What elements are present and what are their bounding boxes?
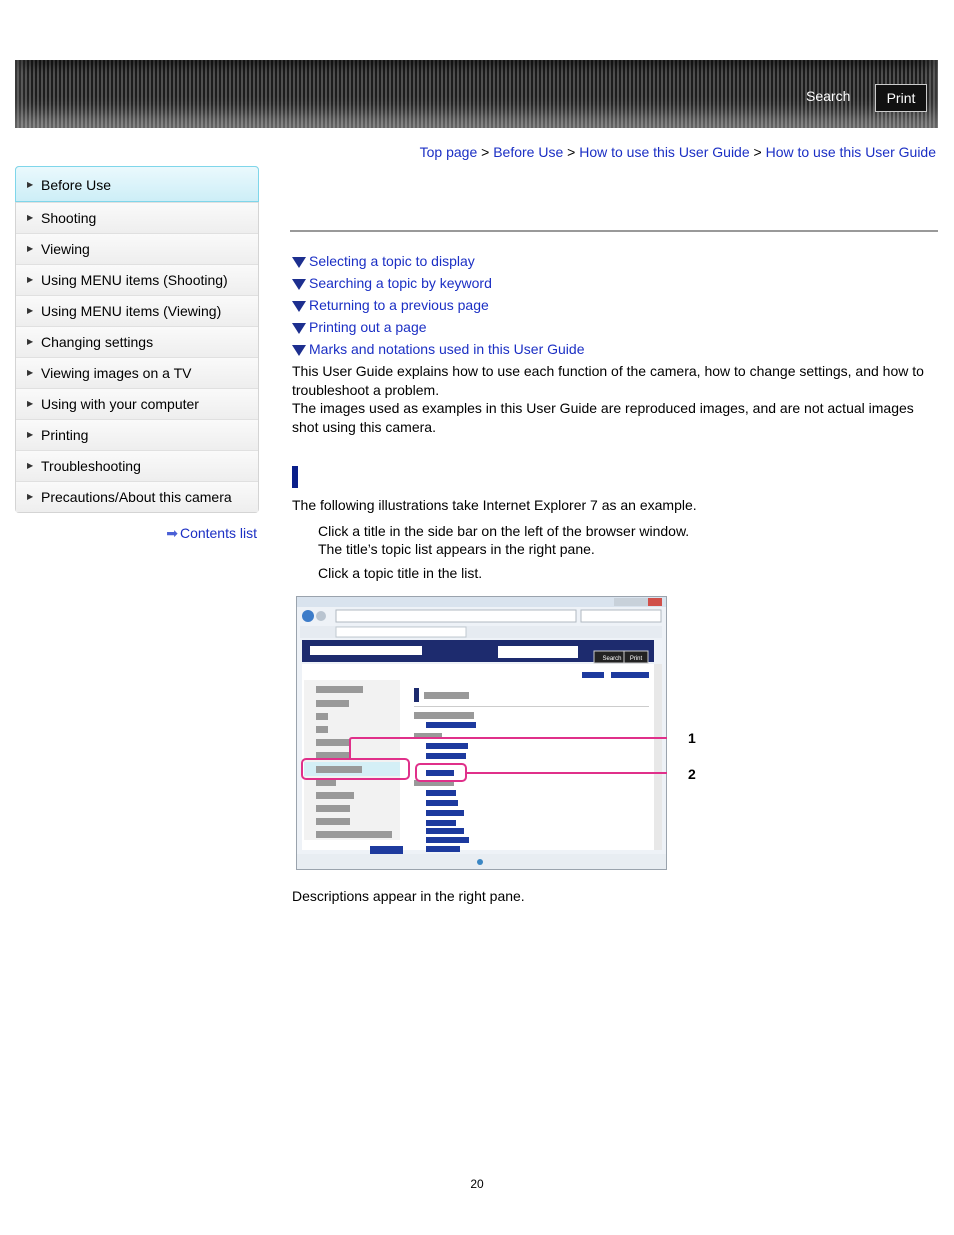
sidebar-item-changing-settings[interactable] bbox=[16, 326, 258, 357]
arrow-right-icon: ➡ bbox=[166, 525, 178, 541]
sidebar-item-menu-shooting[interactable] bbox=[16, 264, 258, 295]
breadcrumb-separator: > bbox=[481, 144, 490, 160]
triangle-down-icon bbox=[292, 257, 306, 268]
callout-1: 1 bbox=[688, 730, 696, 746]
list-item bbox=[292, 340, 584, 362]
sidebar-item-label: Using with your computer bbox=[41, 396, 199, 412]
figure-print-button: Print bbox=[629, 656, 643, 662]
caret-right-icon: ▶ bbox=[27, 306, 34, 315]
toc-link-searching[interactable]: Searching a topic by keyword bbox=[309, 275, 492, 291]
page-number: 20 bbox=[470, 1177, 484, 1191]
caret-right-icon: ▶ bbox=[27, 275, 34, 284]
step-2: Click a topic title in the list. bbox=[318, 565, 483, 581]
breadcrumb-separator: > bbox=[567, 144, 576, 160]
sidebar-item-label: Using MENU items (Shooting) bbox=[41, 272, 228, 288]
section-heading-bar bbox=[292, 466, 298, 488]
caret-right-icon: ▶ bbox=[27, 337, 34, 346]
sidebar-item-label: Viewing bbox=[41, 241, 90, 257]
caret-right-icon: ▶ bbox=[27, 430, 34, 439]
toc-link-returning[interactable]: Returning to a previous page bbox=[309, 297, 489, 313]
breadcrumb-before-use[interactable]: Before Use bbox=[493, 144, 564, 160]
triangle-down-icon bbox=[292, 279, 306, 290]
sidebar-item-printing[interactable] bbox=[16, 419, 258, 450]
list-item bbox=[292, 318, 584, 340]
toc-link-printing[interactable]: Printing out a page bbox=[309, 319, 427, 335]
sidebar-item-precautions[interactable] bbox=[16, 481, 258, 512]
caret-right-icon: ▶ bbox=[27, 461, 34, 470]
toc-link-selecting[interactable]: Selecting a topic to display bbox=[309, 253, 475, 269]
sidebar-item-label: Precautions/About this camera bbox=[41, 489, 232, 505]
triangle-down-icon bbox=[292, 301, 306, 312]
breadcrumb-separator: > bbox=[753, 144, 762, 160]
toc-link-marks[interactable]: Marks and notations used in this User Guide bbox=[309, 341, 585, 357]
list-item bbox=[292, 252, 584, 274]
triangle-down-icon bbox=[292, 323, 306, 334]
sidebar-item-viewing[interactable] bbox=[16, 233, 258, 264]
list-item bbox=[292, 296, 584, 318]
breadcrumb-top-page[interactable]: Top page bbox=[419, 144, 478, 160]
caret-right-icon: ▶ bbox=[27, 399, 34, 408]
step-1-result: The title’s topic list appears in the right pane. bbox=[318, 541, 595, 557]
section-lead: The following illustrations take Internet Explorer 7 as an example. bbox=[292, 497, 697, 513]
sidebar-item-troubleshooting[interactable] bbox=[16, 450, 258, 481]
sidebar-item-label: Printing bbox=[41, 427, 89, 443]
sidebar-item-label: Before Use bbox=[41, 177, 112, 193]
step-1 bbox=[318, 522, 689, 558]
breadcrumb-how-to-use[interactable]: How to use this User Guide bbox=[579, 144, 750, 160]
section-after-text: Descriptions appear in the right pane. bbox=[292, 888, 525, 904]
contents-list-link[interactable] bbox=[166, 525, 257, 542]
caret-right-icon: ▶ bbox=[27, 368, 34, 377]
caret-right-icon: ▶ bbox=[27, 180, 34, 189]
search-link[interactable]: Search bbox=[806, 88, 851, 104]
sidebar-item-viewing-tv[interactable] bbox=[16, 357, 258, 388]
list-item bbox=[292, 274, 584, 296]
caret-right-icon: ▶ bbox=[27, 244, 34, 253]
print-button[interactable]: Print bbox=[875, 84, 927, 112]
step-1-text: Click a title in the side bar on the left of the browser window. bbox=[318, 523, 690, 539]
sidebar-item-shooting[interactable] bbox=[16, 202, 258, 233]
intro-paragraph-2: The images used as examples in this User Guide are reproduced images, and are not actual images shot using this camera. bbox=[292, 400, 914, 435]
browser-illustration bbox=[296, 596, 667, 870]
intro-text bbox=[292, 362, 937, 436]
sidebar-item-label: Changing settings bbox=[41, 334, 154, 350]
intro-paragraph-1: This User Guide explains how to use each function of the camera, how to change settings, and how to troubleshoot a problem. bbox=[292, 363, 924, 398]
topic-jump-list bbox=[292, 252, 584, 362]
sidebar-item-label: Viewing images on a TV bbox=[41, 365, 192, 381]
sidebar-item-label: Troubleshooting bbox=[41, 458, 141, 474]
sidebar-item-label: Shooting bbox=[41, 210, 97, 226]
title-divider bbox=[290, 230, 938, 232]
callout-2: 2 bbox=[688, 766, 696, 782]
caret-right-icon: ▶ bbox=[27, 213, 34, 222]
sidebar-item-before-use[interactable] bbox=[15, 166, 259, 202]
header-banner bbox=[15, 60, 938, 128]
contents-list-label: Contents list bbox=[179, 525, 257, 541]
triangle-down-icon bbox=[292, 345, 306, 356]
breadcrumb bbox=[420, 144, 936, 160]
breadcrumb-how-to-use-current[interactable]: How to use this User Guide bbox=[765, 144, 936, 160]
sidebar-item-menu-viewing[interactable] bbox=[16, 295, 258, 326]
caret-right-icon: ▶ bbox=[27, 492, 34, 501]
sidebar-item-label: Using MENU items (Viewing) bbox=[41, 303, 222, 319]
sidebar bbox=[15, 166, 259, 513]
sidebar-item-computer[interactable] bbox=[16, 388, 258, 419]
figure-search-button: Search bbox=[602, 656, 622, 662]
steps bbox=[318, 522, 689, 588]
